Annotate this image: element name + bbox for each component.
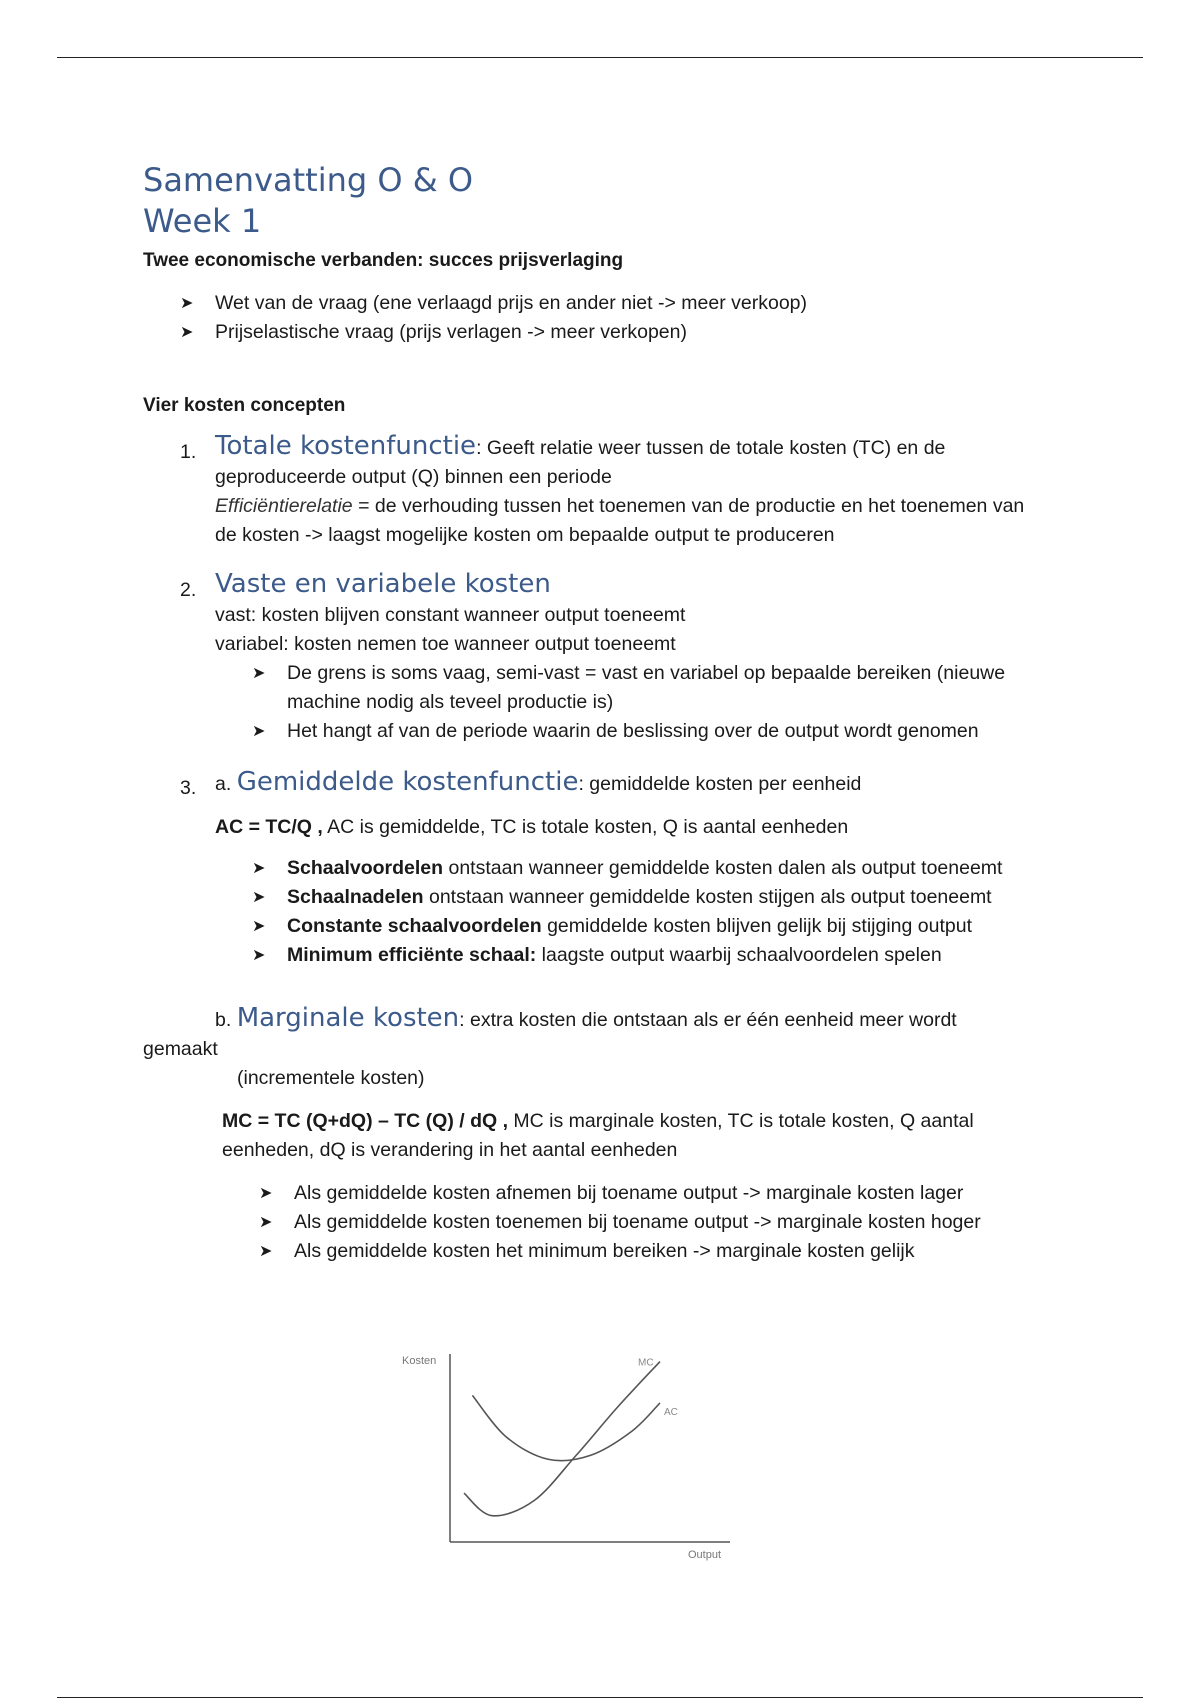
arrow-bullet-icon: ➤ xyxy=(252,947,266,964)
list-item xyxy=(259,1208,1043,1237)
document-title xyxy=(143,160,1043,242)
item-text: : Geeft relatie weer tussen de totale kosten (TC) en de geproduceerde output (Q) binnen een periode xyxy=(215,437,946,488)
arrow-bullet-icon: ➤ xyxy=(252,723,266,740)
item-number: 2. xyxy=(180,579,197,601)
bullet-text: Als gemiddelde kosten afnemen bij toename output -> marginale kosten lager xyxy=(294,1182,964,1204)
title-line-2: Week 1 xyxy=(143,202,262,240)
bullet-text: Wet van de vraag (ene verlaagd prijs en ander niet -> meer verkoop) xyxy=(215,292,807,314)
variable-costs-line: variabel: kosten nemen toe wanneer output toeneemt xyxy=(215,633,676,655)
bullet-text: Prijselastische vraag (prijs verlagen -> meer verkopen) xyxy=(215,321,687,343)
x-axis-label: Output xyxy=(688,1549,722,1561)
list-item xyxy=(252,717,1043,746)
arrow-bullet-icon: ➤ xyxy=(180,324,194,341)
arrow-bullet-icon: ➤ xyxy=(252,860,266,877)
formula-bold: AC = TC/Q , xyxy=(215,816,323,838)
bullet-term: Minimum efficiënte schaal: xyxy=(287,944,537,966)
title-line-1: Samenvatting O & O xyxy=(143,161,474,199)
section-2-heading: Vier kosten concepten xyxy=(143,395,346,416)
list-item xyxy=(252,912,1043,941)
numbered-item-3a xyxy=(143,768,1043,970)
numbered-item-1 xyxy=(143,432,1043,550)
item-title: Marginale kosten xyxy=(236,1003,460,1033)
list-item xyxy=(252,883,1043,912)
y-axis-label: Kosten xyxy=(402,1355,437,1367)
item-2-list xyxy=(215,659,1043,746)
item-prefix: b. xyxy=(215,1009,232,1031)
mc-formula xyxy=(143,1107,1043,1165)
ac-formula xyxy=(215,813,1043,842)
bullet-term: Constante schaalvoordelen xyxy=(287,915,542,937)
item-number: 1. xyxy=(180,441,197,463)
italic-term: Efficiëntierelatie xyxy=(215,495,353,517)
item-text: : gemiddelde kosten per eenheid xyxy=(578,773,862,795)
item-3a-list xyxy=(215,854,1043,970)
bullet-text: Het hangt af van de periode waarin de beslissing over de output wordt genomen xyxy=(287,720,979,742)
italic-definition: = de verhouding tussen het toenemen van de productie en het toenemen van de kosten -> laagst mogelijke kosten om bepaalde output te produceren xyxy=(215,495,1025,546)
series-label-ac: AC xyxy=(664,1406,678,1418)
fixed-costs-line: vast: kosten blijven constant wanneer output toeneemt xyxy=(215,604,686,626)
numbered-item-2 xyxy=(143,570,1043,746)
bullet-term: Schaalvoordelen xyxy=(287,857,444,879)
bullet-term: Schaalnadelen xyxy=(287,886,424,908)
list-item xyxy=(259,1179,1043,1208)
item-3b-list xyxy=(143,1179,1043,1266)
bullet-text: De grens is soms vaag, semi-vast = vast en variabel op bepaalde bereiken (nieuwe machine nodig als teveel productie is) xyxy=(287,662,1006,713)
bullet-text: Als gemiddelde kosten toenemen bij toename output -> marginale kosten hoger xyxy=(294,1211,981,1233)
series-line-ac xyxy=(472,1395,660,1460)
bullet-text: Als gemiddelde kosten het minimum bereiken -> marginale kosten gelijk xyxy=(294,1240,915,1262)
item-title: Totale kostenfunctie xyxy=(215,431,477,461)
item-3b-heading-line xyxy=(143,1004,1043,1035)
item-title: Vaste en variabele kosten xyxy=(215,569,551,599)
section-1-list xyxy=(143,289,1043,347)
formula-text: MC is marginale kosten, TC is totale kosten, Q aantal eenheden, dQ is verandering in het aantal eenheden xyxy=(222,1110,974,1161)
arrow-bullet-icon: ➤ xyxy=(259,1243,273,1260)
section-1-heading: Twee economische verbanden: succes prijsverlaging xyxy=(143,250,624,271)
document-page xyxy=(143,160,1043,1266)
bullet-text: ontstaan wanneer gemiddelde kosten dalen als output toeneemt xyxy=(443,857,1003,879)
series-label-mc: MC xyxy=(638,1357,654,1369)
list-item xyxy=(180,318,1043,347)
item-prefix: a. xyxy=(215,773,232,795)
arrow-bullet-icon: ➤ xyxy=(252,665,266,682)
item-number: 3. xyxy=(180,777,197,799)
arrow-bullet-icon: ➤ xyxy=(259,1185,273,1202)
arrow-bullet-icon: ➤ xyxy=(259,1214,273,1231)
arrow-bullet-icon: ➤ xyxy=(180,295,194,312)
numbered-item-3b xyxy=(143,1004,1043,1266)
list-item xyxy=(252,941,1043,970)
series-line-mc xyxy=(464,1362,660,1516)
list-item xyxy=(252,659,1043,717)
cost-curves-chart xyxy=(400,1352,740,1567)
bullet-text: gemiddelde kosten blijven gelijk bij stijging output xyxy=(541,915,972,937)
item-text: : extra kosten die ontstaan als er één eenheid meer wordt xyxy=(459,1009,957,1031)
chart-svg xyxy=(400,1352,740,1567)
arrow-bullet-icon: ➤ xyxy=(252,918,266,935)
series-layer xyxy=(464,1358,678,1516)
footer-rule xyxy=(57,1697,1143,1698)
formula-bold: MC = TC (Q+dQ) – TC (Q) / dQ , xyxy=(222,1110,508,1132)
header-rule xyxy=(57,57,1143,58)
item-text-continued: gemaakt xyxy=(143,1038,218,1060)
arrow-bullet-icon: ➤ xyxy=(252,889,266,906)
formula-text: AC is gemiddelde, TC is totale kosten, Q is aantal eenheden xyxy=(322,816,849,838)
bullet-text: laagste output waarbij schaalvoordelen spelen xyxy=(536,944,942,966)
list-item xyxy=(259,1237,1043,1266)
bullet-text: ontstaan wanneer gemiddelde kosten stijgen als output toeneemt xyxy=(423,886,992,908)
item-title: Gemiddelde kostenfunctie xyxy=(236,767,579,797)
list-item xyxy=(252,854,1043,883)
list-item xyxy=(180,289,1043,318)
incremental-note: (incrementele kosten) xyxy=(237,1067,425,1089)
